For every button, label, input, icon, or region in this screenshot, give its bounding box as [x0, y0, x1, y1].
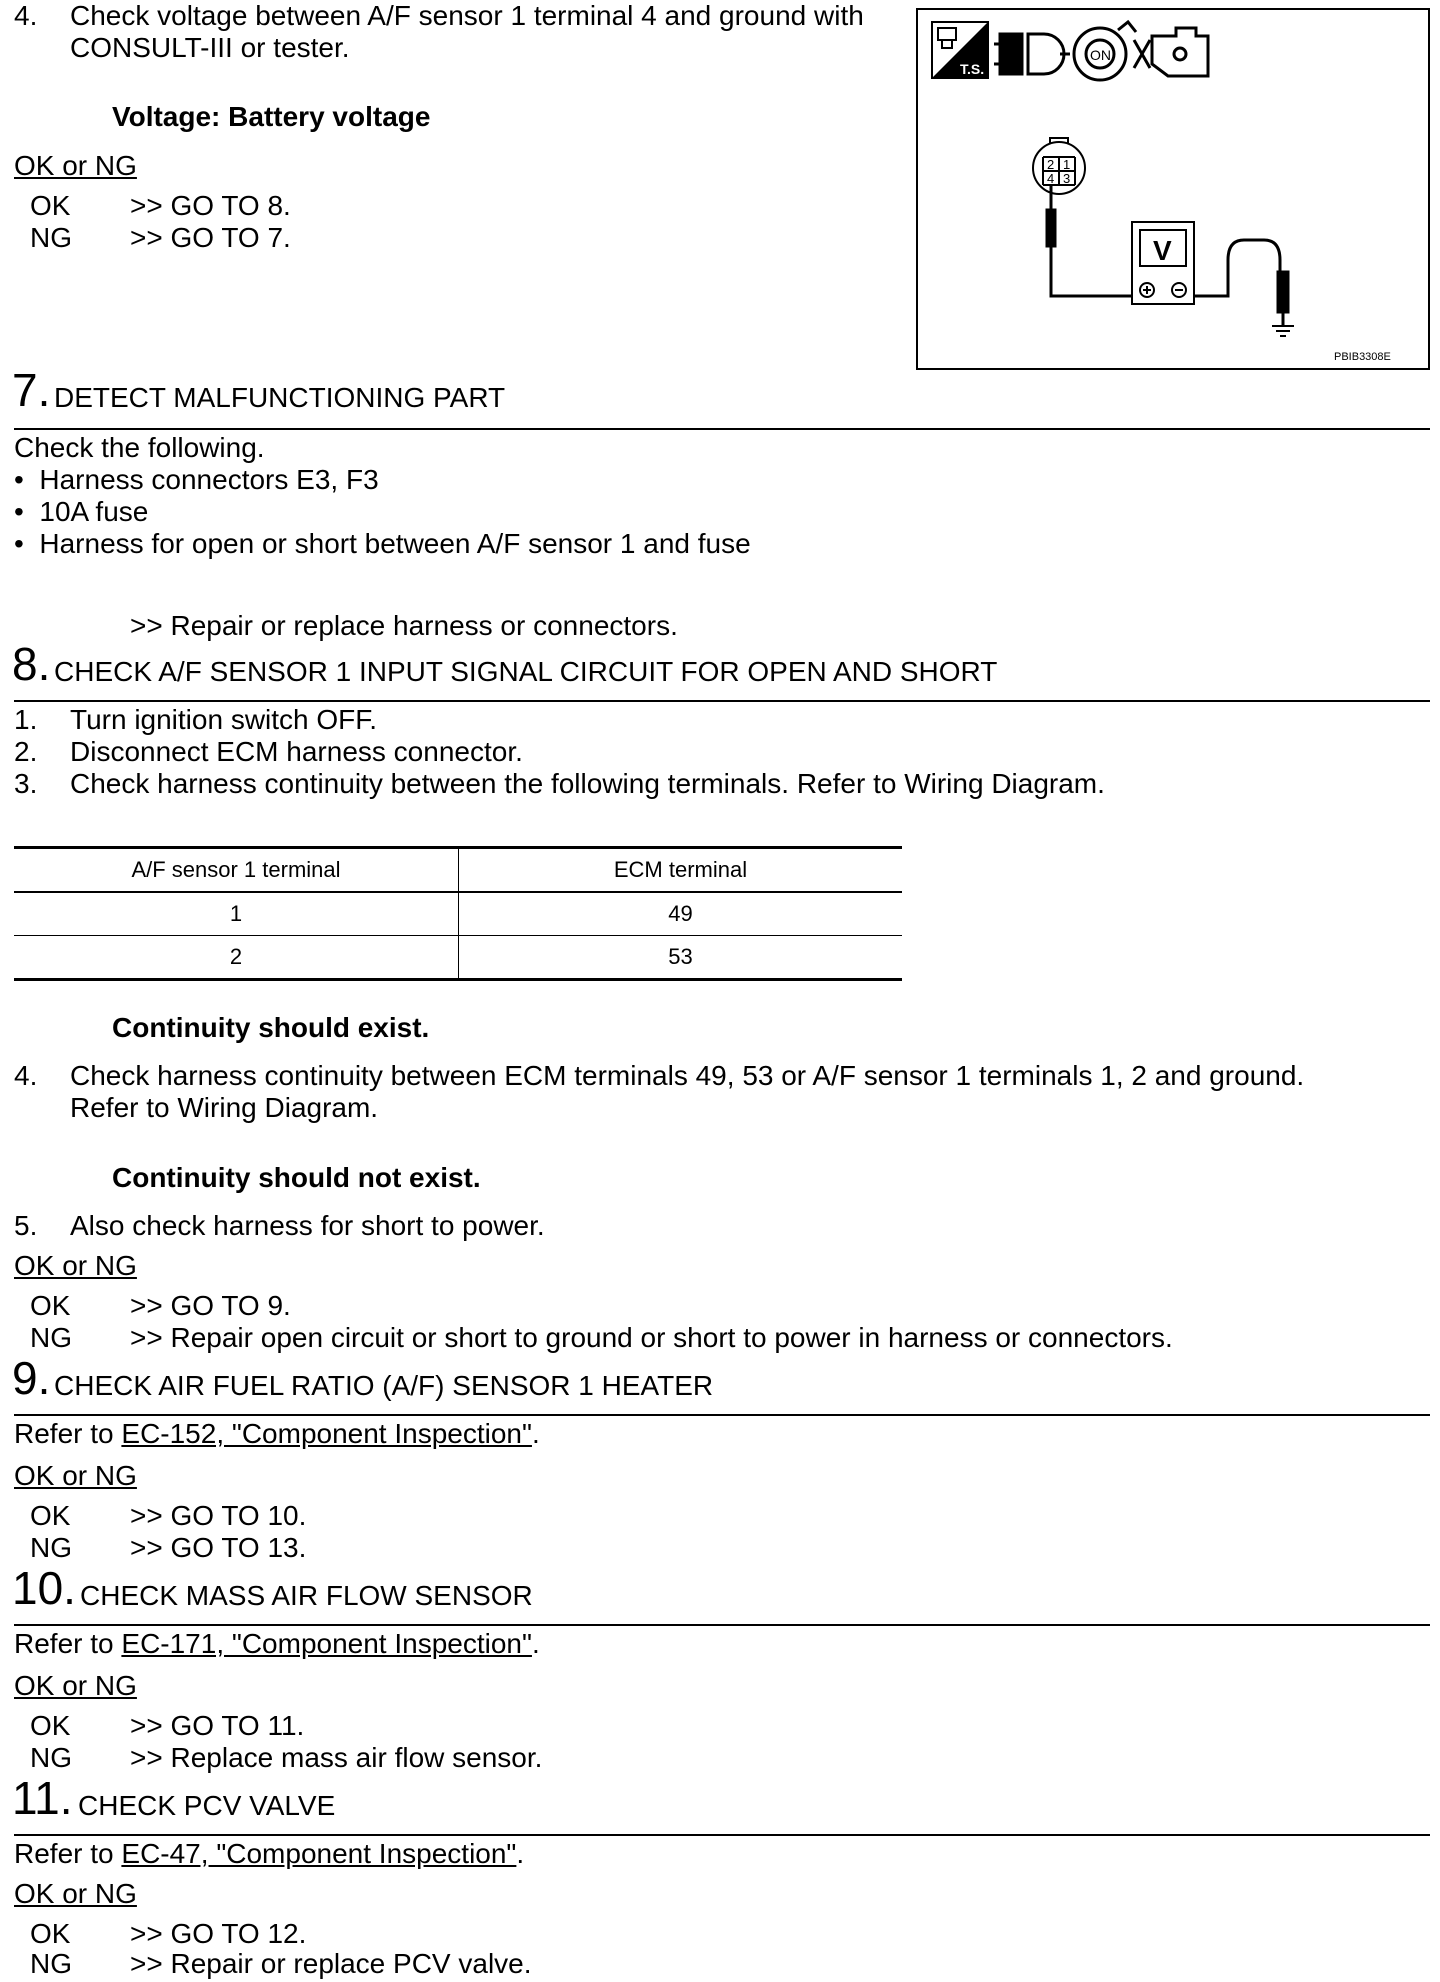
ok-key: OK	[30, 1500, 71, 1531]
table-cell: 2	[14, 936, 459, 980]
section-number: 10.	[12, 1562, 76, 1614]
spec-value: Continuity should not exist.	[112, 1162, 481, 1193]
ng-key: NG	[30, 1948, 72, 1979]
reference-link[interactable]: EC-152, "Component Inspection"	[121, 1418, 532, 1449]
terminal-table	[14, 846, 902, 981]
table-header-cell: ECM terminal	[459, 848, 903, 893]
reference-link[interactable]: EC-171, "Component Inspection"	[121, 1628, 532, 1659]
section-title: CHECK A/F SENSOR 1 INPUT SIGNAL CIRCUIT FOR OPEN AND SHORT	[54, 656, 998, 687]
ok-ng-label: OK or NG	[14, 150, 137, 181]
on-label: ON	[1090, 47, 1111, 63]
ok-key: OK	[30, 190, 71, 221]
ng-key: NG	[30, 1532, 72, 1563]
step-number: 3.	[14, 768, 38, 799]
ts-label: T.S.	[960, 61, 985, 77]
step-number: 2.	[14, 736, 38, 767]
step-text: Refer to Wiring Diagram.	[70, 1092, 379, 1123]
step-text: Turn ignition switch OFF.	[70, 704, 378, 735]
section-title: DETECT MALFUNCTIONING PART	[54, 382, 506, 413]
ok-key: OK	[30, 1918, 71, 1949]
table-cell: 53	[459, 936, 903, 980]
ng-action: >> Replace mass air flow sensor.	[130, 1742, 543, 1773]
pin-label: 3	[1063, 171, 1071, 186]
bullet-item: • Harness connectors E3, F3	[14, 464, 379, 495]
pin-label: 4	[1047, 171, 1055, 186]
ng-action: >> Repair or replace PCV valve.	[130, 1948, 532, 1979]
step-text: Check harness continuity between the following terminals. Refer to Wiring Diagram.	[70, 768, 1105, 799]
sensor-connector	[1033, 138, 1085, 194]
step-text: Also check harness for short to power.	[70, 1210, 545, 1241]
section-divider	[14, 1834, 1430, 1836]
ground-icon	[1272, 326, 1294, 336]
ng-key: NG	[30, 1742, 72, 1773]
bullet-item: • 10A fuse	[14, 496, 149, 527]
step-number: 4.	[14, 1060, 38, 1091]
figure-illustration	[918, 10, 1428, 368]
section-number: 11.	[12, 1772, 73, 1824]
bullet-item: • Harness for open or short between A/F sensor 1 and fuse	[14, 528, 751, 559]
ok-action: >> GO TO 12.	[130, 1918, 307, 1949]
step-number: 4.	[14, 0, 38, 31]
table-cell: 1	[14, 892, 459, 936]
ok-key: OK	[30, 1710, 71, 1741]
table-cell: 49	[459, 892, 903, 936]
step-number: 5.	[14, 1210, 38, 1241]
section-title: CHECK PCV VALVE	[78, 1790, 336, 1821]
ng-key: NG	[30, 1322, 72, 1353]
reference-link[interactable]: EC-47, "Component Inspection"	[121, 1838, 517, 1869]
ok-ng-label: OK or NG	[14, 1670, 137, 1701]
ok-action: >> GO TO 11.	[130, 1710, 305, 1741]
ok-ng-label: OK or NG	[14, 1460, 137, 1491]
section-divider	[14, 428, 1430, 430]
action-text: >> Repair or replace harness or connectors.	[130, 610, 678, 641]
pin-label: 2	[1047, 157, 1055, 172]
section-divider	[14, 1624, 1430, 1626]
spec-value: Voltage: Battery voltage	[112, 101, 431, 132]
table-header-cell: A/F sensor 1 terminal	[14, 848, 459, 893]
figure-id: PBIB3308E	[1334, 351, 1391, 363]
ok-action: >> GO TO 8.	[130, 190, 291, 221]
table-header-row	[14, 848, 902, 893]
reference-line: Refer to EC-47, "Component Inspection".	[14, 1838, 525, 1869]
ok-key: OK	[30, 1290, 71, 1321]
ok-action: >> GO TO 9.	[130, 1290, 291, 1321]
ok-ng-label: OK or NG	[14, 1250, 137, 1281]
ng-action: >> GO TO 13.	[130, 1532, 307, 1563]
connector-disconnect-icon	[994, 34, 1070, 74]
table-row	[14, 892, 902, 936]
intro-text: Check the following.	[14, 432, 265, 463]
table-row	[14, 936, 902, 980]
ng-action: >> Repair open circuit or short to ground or short to power in harness or connectors.	[130, 1322, 1173, 1353]
step-text: CONSULT-III or tester.	[70, 32, 350, 63]
section-title: CHECK MASS AIR FLOW SENSOR	[80, 1580, 533, 1611]
voltage-check-figure	[916, 8, 1430, 370]
section-number: 9.	[12, 1352, 51, 1404]
section-number: 7.	[12, 364, 51, 416]
reference-line: Refer to EC-152, "Component Inspection".	[14, 1418, 540, 1449]
ok-action: >> GO TO 10.	[130, 1500, 307, 1531]
ng-action: >> GO TO 7.	[130, 222, 291, 253]
step-text: Check harness continuity between ECM terminals 49, 53 or A/F sensor 1 terminals 1, 2 and ground.	[70, 1060, 1305, 1091]
section-divider	[14, 700, 1430, 702]
section-number: 8.	[12, 638, 51, 690]
step-number: 1.	[14, 704, 38, 735]
ts-icon	[932, 22, 988, 78]
section-divider	[14, 1414, 1430, 1416]
spec-value: Continuity should exist.	[112, 1012, 430, 1043]
ignition-on-icon	[1074, 22, 1136, 80]
volt-label: V	[1153, 235, 1172, 266]
reference-line: Refer to EC-171, "Component Inspection".	[14, 1628, 540, 1659]
ok-ng-label: OK or NG	[14, 1878, 137, 1909]
engine-icon	[1134, 28, 1208, 76]
ng-key: NG	[30, 222, 72, 253]
step-text: Disconnect ECM harness connector.	[70, 736, 523, 767]
section-title: CHECK AIR FUEL RATIO (A/F) SENSOR 1 HEATER	[54, 1370, 714, 1401]
pin-label: 1	[1063, 157, 1071, 172]
step-text: Check voltage between A/F sensor 1 terminal 4 and ground with	[70, 0, 864, 31]
